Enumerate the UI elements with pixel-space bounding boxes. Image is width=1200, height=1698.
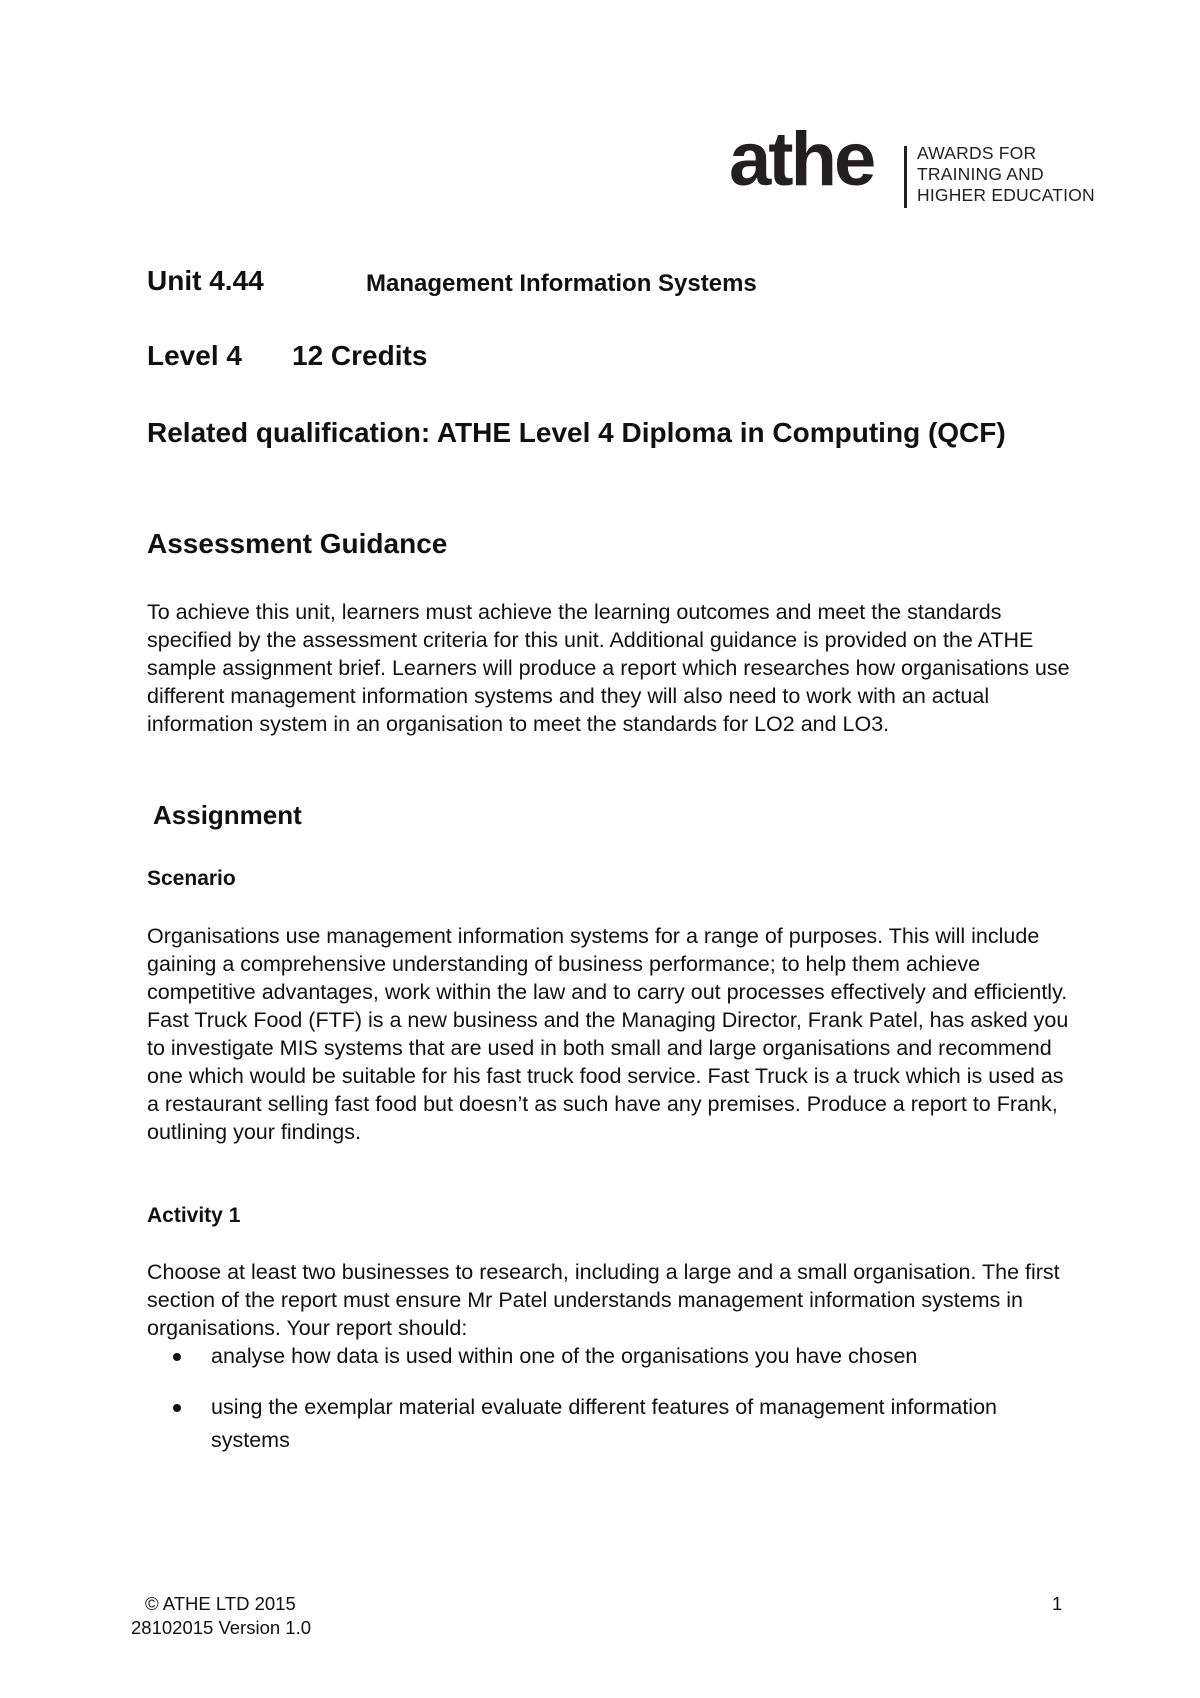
assignment-heading: Assignment: [153, 800, 302, 830]
unit-title: Management Information Systems: [366, 270, 757, 297]
list-item: [147, 1340, 1077, 1373]
list-item-text: analyse how data is used within one of the organisations you have chosen: [211, 1344, 918, 1368]
athe-logo: [729, 117, 1109, 212]
list-item-text: using the exemplar material evaluate different features of management information systems: [211, 1395, 997, 1452]
logo-tagline-line-2: TRAINING AND: [917, 164, 1044, 184]
bullet-icon: [173, 1353, 181, 1361]
footer-copyright: © ATHE LTD 2015: [145, 1593, 296, 1614]
logo-divider: [904, 146, 907, 208]
logo-tagline: [917, 143, 1095, 206]
logo-tagline-line-1: AWARDS FOR: [917, 143, 1037, 163]
assessment-guidance-text: To achieve this unit, learners must achieve the learning outcomes and meet the standards specified by the assessment criteria for this unit. Additional guidance is provided on the ATHE sample assignment brief. Learners will produce a report which researches how organisations use different management information systems and they will also need to work with an actual information system in an organisation to meet the standards for LO2 and LO3.: [147, 600, 1070, 736]
footer-page-number: 1: [1052, 1593, 1063, 1614]
related-qualification: Related qualification: ATHE Level 4 Diploma in Computing (QCF): [147, 417, 1006, 448]
logo-tagline-line-3: HIGHER EDUCATION: [917, 185, 1095, 205]
unit-level: Level 4: [147, 340, 242, 371]
scenario-heading: Scenario: [147, 867, 236, 890]
unit-number: Unit 4.44: [147, 265, 264, 296]
footer-version: 28102015 Version 1.0: [131, 1617, 312, 1638]
scenario-text: Organisations use management information systems for a range of purposes. This will include gaining a comprehensive understanding of business performance; to help them achieve competitive advantages, work within the law and to carry out processes effectively and efficiently. Fast Truck Food (FTF) is a new business and the Managing Director, Frank Patel, has asked you to investigate MIS systems that are used in both small and large organisations and recommend one which would be suitable for his fast truck food service. Fast Truck is a truck which is used as a restaurant selling fast food but doesn’t as such have any premises. Produce a report to Frank, outlining your findings.: [147, 924, 1069, 1144]
bullet-icon: [173, 1404, 181, 1412]
list-item: [147, 1391, 1077, 1457]
unit-credits: 12 Credits: [292, 340, 428, 371]
activity-heading: Activity 1: [147, 1204, 241, 1227]
logo-wordmark: athe: [729, 117, 874, 202]
assessment-guidance-heading: Assessment Guidance: [147, 528, 448, 559]
activity-text: Choose at least two businesses to research, including a large and a small organisation. The first section of the report must ensure Mr Patel understands management information systems in organisations. Your report should:: [147, 1260, 1060, 1340]
activity-bullet-list: [147, 1340, 1077, 1475]
